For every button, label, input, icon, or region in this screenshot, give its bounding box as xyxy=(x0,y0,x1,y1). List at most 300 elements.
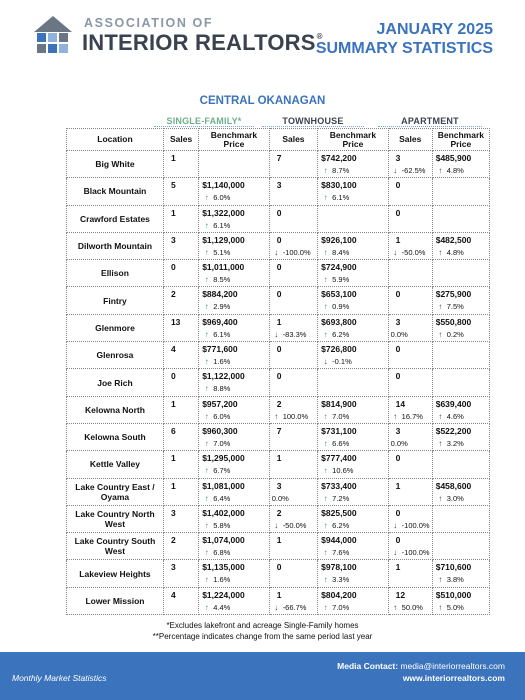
arrow-up-icon: ↑ xyxy=(438,411,443,421)
single-family-sales: 2 xyxy=(170,289,176,300)
apartment-sales-cell xyxy=(388,314,432,341)
percent-change xyxy=(321,193,385,203)
single-family-benchmark-price: $960,300 xyxy=(202,425,238,436)
arrow-up-icon: ↑ xyxy=(438,247,443,257)
percent-change xyxy=(436,494,486,504)
apartment-benchmark-price: $710,600 xyxy=(435,562,472,573)
townhouse-sales: 1 xyxy=(276,535,282,546)
townhouse-sales-cell xyxy=(269,342,317,369)
arrow-up-icon: ↑ xyxy=(323,575,328,585)
townhouse-sales-cell xyxy=(269,369,317,396)
percent-change-value: 0.2% xyxy=(446,329,464,339)
table-row xyxy=(67,533,490,560)
townhouse-sales: 0 xyxy=(276,289,282,300)
apartment-benchmark-price xyxy=(436,344,486,355)
single-family-benchmark-price: $1,322,000 xyxy=(202,207,245,218)
location-name: Fintry xyxy=(67,287,164,314)
apartment-sales-cell xyxy=(388,560,432,587)
percent-change-value: 5.9% xyxy=(332,275,350,285)
townhouse-benchmark-price-cell xyxy=(318,369,389,396)
single-family-benchmark-price-cell xyxy=(199,232,270,259)
single-family-sales-cell xyxy=(163,451,198,478)
townhouse-benchmark-price: $724,900 xyxy=(321,262,357,273)
apartment-benchmark-price xyxy=(436,180,486,191)
percent-change xyxy=(436,302,486,312)
apartment-sales: 0 xyxy=(395,371,401,382)
townhouse-sales: 7 xyxy=(276,425,282,436)
townhouse-benchmark-price: $830,100 xyxy=(321,180,357,191)
percent-change-value: 8.7% xyxy=(332,166,350,175)
townhouse-sales: 1 xyxy=(276,453,282,464)
percent-change xyxy=(202,248,266,258)
arrow-up-icon: ↑ xyxy=(323,275,328,285)
single-family-benchmark-price-cell xyxy=(199,505,270,532)
townhouse-sales: 0 xyxy=(276,562,282,573)
arrow-up-icon: ↑ xyxy=(323,438,328,448)
townhouse-benchmark-price-cell xyxy=(318,342,389,369)
arrow-up-icon: ↑ xyxy=(438,493,443,503)
apartment-benchmark-price-cell xyxy=(432,151,489,178)
single-family-benchmark-price-cell xyxy=(199,369,270,396)
table-row xyxy=(67,560,490,587)
townhouse-sales: 0 xyxy=(276,344,282,355)
townhouse-sales-cell xyxy=(269,205,317,232)
townhouse-benchmark-price-cell xyxy=(318,505,389,532)
single-family-sales: 5 xyxy=(170,180,176,191)
arrow-up-icon: ↑ xyxy=(438,575,443,585)
percent-change xyxy=(272,494,314,504)
single-family-benchmark-price: $1,011,000 xyxy=(202,262,245,273)
column-header-benchmark-price: Benchmark Price xyxy=(318,129,389,151)
apartment-sales: 0 xyxy=(395,180,401,191)
apartment-benchmark-price-cell xyxy=(432,369,489,396)
single-family-sales-cell xyxy=(163,505,198,532)
single-family-benchmark-price-cell xyxy=(199,451,270,478)
column-header-sales: Sales xyxy=(269,129,317,151)
arrow-up-icon: ↑ xyxy=(204,357,209,367)
arrow-down-icon: ↓ xyxy=(323,357,328,367)
single-family-sales-cell xyxy=(163,151,198,178)
single-family-benchmark-price xyxy=(202,153,266,164)
apartment-sales: 14 xyxy=(395,398,406,409)
townhouse-sales-cell xyxy=(269,478,317,505)
townhouse-sales-cell xyxy=(269,178,317,205)
column-header-benchmark-price: Benchmark Price xyxy=(199,129,270,151)
townhouse-benchmark-price xyxy=(321,371,385,382)
table-row xyxy=(67,478,490,505)
percent-change xyxy=(202,221,266,231)
location-name: Joe Rich xyxy=(67,369,164,396)
percent-change-value: 3.8% xyxy=(446,575,464,585)
table-row xyxy=(67,342,490,369)
percent-change xyxy=(436,575,486,585)
percent-change-value: 0.0% xyxy=(390,438,408,448)
apartment-sales-cell xyxy=(388,151,432,178)
percent-change-value: 16.7% xyxy=(401,411,423,421)
single-family-benchmark-price-cell xyxy=(199,151,270,178)
townhouse-benchmark-price-cell xyxy=(318,451,389,478)
arrow-up-icon: ↑ xyxy=(274,411,279,421)
percent-change xyxy=(272,603,314,613)
percent-change xyxy=(321,494,385,504)
percent-change-value: 6.7% xyxy=(213,466,231,476)
percent-change xyxy=(391,248,429,258)
summary-stats-table xyxy=(66,128,490,615)
arrow-down-icon: ↓ xyxy=(393,548,398,558)
townhouse-benchmark-price: $731,100 xyxy=(321,425,357,436)
apartment-benchmark-price-cell xyxy=(432,314,489,341)
percent-change xyxy=(202,603,266,613)
apartment-benchmark-price-cell xyxy=(432,205,489,232)
percent-change-value: 6.1% xyxy=(332,193,350,203)
media-email-link[interactable]: media@interiorrealtors.com xyxy=(400,661,505,671)
location-name: Black Mountain xyxy=(67,178,164,205)
single-family-sales-cell xyxy=(163,260,198,287)
arrow-up-icon: ↑ xyxy=(204,602,209,612)
arrow-up-icon: ↑ xyxy=(323,493,328,503)
apartment-sales-cell xyxy=(388,478,432,505)
apartment-benchmark-price xyxy=(436,262,486,273)
table-row xyxy=(67,260,490,287)
townhouse-sales-cell xyxy=(269,396,317,423)
single-family-sales: 1 xyxy=(170,480,176,491)
townhouse-benchmark-price-cell xyxy=(318,478,389,505)
apartment-sales-cell xyxy=(388,587,432,614)
table-row xyxy=(67,587,490,614)
single-family-sales-cell xyxy=(163,369,198,396)
arrow-up-icon: ↑ xyxy=(323,302,328,312)
townhouse-benchmark-price: $733,400 xyxy=(321,480,357,491)
apartment-benchmark-price xyxy=(436,535,486,546)
percent-change-value: -66.7% xyxy=(282,602,307,612)
apartment-sales: 1 xyxy=(395,562,401,573)
townhouse-benchmark-price-cell xyxy=(318,151,389,178)
percent-change xyxy=(202,548,266,558)
single-family-sales: 3 xyxy=(170,562,176,573)
percent-change-value: 4.6% xyxy=(446,411,464,421)
arrow-up-icon: ↑ xyxy=(204,438,209,448)
table-row xyxy=(67,369,490,396)
single-family-sales-cell xyxy=(163,342,198,369)
percent-change-value: 100.0% xyxy=(282,411,309,421)
apartment-sales: 1 xyxy=(395,234,401,245)
percent-change-value: 7.5% xyxy=(446,302,464,312)
townhouse-benchmark-price: $742,200 xyxy=(321,153,357,163)
percent-change-value: 3.3% xyxy=(332,575,350,585)
arrow-down-icon: ↓ xyxy=(274,602,279,612)
apartment-sales-cell xyxy=(388,423,432,450)
percent-change xyxy=(436,603,486,613)
apartment-sales-cell xyxy=(388,505,432,532)
arrow-down-icon: ↓ xyxy=(393,247,398,257)
percent-change xyxy=(321,466,385,476)
percent-change-value: -100.0% xyxy=(282,247,311,257)
percent-change xyxy=(202,575,266,585)
single-family-benchmark-price: $1,224,000 xyxy=(202,589,245,600)
percent-change xyxy=(202,302,266,312)
arrow-up-icon: ↑ xyxy=(323,193,328,203)
percent-change xyxy=(202,412,266,422)
percent-change xyxy=(321,412,385,422)
percent-change xyxy=(202,357,266,367)
percent-change-value: -100.0% xyxy=(401,548,430,558)
apartment-sales-cell xyxy=(388,369,432,396)
location-name: Lake Country South West xyxy=(67,533,164,560)
percent-change-value: 0.9% xyxy=(332,302,350,312)
apartment-benchmark-price-cell xyxy=(432,505,489,532)
column-header-sales: Sales xyxy=(388,129,432,151)
apartment-benchmark-price-cell xyxy=(432,287,489,314)
percent-change-value: -83.3% xyxy=(282,329,307,339)
arrow-up-icon: ↑ xyxy=(204,384,209,394)
percent-change xyxy=(202,494,266,504)
apartment-benchmark-price: $458,600 xyxy=(435,480,472,491)
arrow-up-icon: ↑ xyxy=(204,220,209,230)
arrow-up-icon: ↑ xyxy=(323,166,328,175)
arrow-up-icon: ↑ xyxy=(393,411,398,421)
single-family-sales: 2 xyxy=(170,535,176,546)
single-family-benchmark-price: $1,135,000 xyxy=(202,562,245,573)
arrow-up-icon: ↑ xyxy=(438,302,443,312)
percent-change-value: 8.8% xyxy=(213,384,231,394)
percent-change xyxy=(202,193,266,203)
townhouse-sales-cell xyxy=(269,260,317,287)
percent-change-value: 10.6% xyxy=(332,466,354,476)
townhouse-sales: 0 xyxy=(276,371,282,382)
apartment-benchmark-price: $639,400 xyxy=(435,398,472,409)
arrow-down-icon: ↓ xyxy=(274,520,279,530)
townhouse-sales-cell xyxy=(269,314,317,341)
arrow-up-icon: ↑ xyxy=(204,329,209,339)
table-row xyxy=(67,423,490,450)
apartment-benchmark-price-cell xyxy=(432,533,489,560)
apartment-sales: 12 xyxy=(395,589,406,600)
percent-change-value: 4.8% xyxy=(446,166,464,175)
percent-change-value: 6.0% xyxy=(213,193,231,203)
location-name: Lower Mission xyxy=(67,587,164,614)
apartment-sales-cell xyxy=(388,178,432,205)
association-logo xyxy=(32,14,332,54)
single-family-benchmark-price: $771,600 xyxy=(202,344,238,355)
apartment-benchmark-price-cell xyxy=(432,478,489,505)
townhouse-benchmark-price: $926,100 xyxy=(321,234,357,245)
townhouse-sales: 2 xyxy=(276,398,282,409)
apartment-sales-cell xyxy=(388,260,432,287)
townhouse-benchmark-price-cell xyxy=(318,423,389,450)
apartment-benchmark-price-cell xyxy=(432,587,489,614)
townhouse-sales: 2 xyxy=(276,507,282,518)
single-family-benchmark-price: $1,129,000 xyxy=(202,234,245,245)
arrow-down-icon: ↓ xyxy=(393,520,398,530)
townhouse-sales: 0 xyxy=(276,207,282,218)
apartment-sales: 0 xyxy=(395,535,401,546)
percent-change xyxy=(436,166,486,176)
location-name: Lake Country North West xyxy=(67,505,164,532)
arrow-up-icon: ↑ xyxy=(323,247,328,257)
percent-change-value: 5.0% xyxy=(446,602,464,612)
townhouse-sales: 0 xyxy=(276,234,282,245)
townhouse-benchmark-price: $978,100 xyxy=(321,562,357,573)
townhouse-sales-cell xyxy=(269,287,317,314)
percent-change xyxy=(436,330,486,340)
column-header-location: Location xyxy=(67,129,164,151)
townhouse-benchmark-price-cell xyxy=(318,260,389,287)
single-family-sales: 0 xyxy=(170,262,176,273)
single-family-benchmark-price-cell xyxy=(199,260,270,287)
location-name: Dilworth Mountain xyxy=(67,232,164,259)
apartment-sales-cell xyxy=(388,232,432,259)
single-family-benchmark-price-cell xyxy=(199,560,270,587)
percent-change xyxy=(202,466,266,476)
arrow-up-icon: ↑ xyxy=(323,548,328,558)
percent-change-value: 6.2% xyxy=(332,520,350,530)
single-family-sales: 1 xyxy=(170,153,176,163)
arrow-up-icon: ↑ xyxy=(323,329,328,339)
arrow-up-icon: ↑ xyxy=(323,411,328,421)
table-row xyxy=(67,151,490,178)
apartment-benchmark-price-cell xyxy=(432,451,489,478)
single-family-sales-cell xyxy=(163,478,198,505)
group-divider xyxy=(262,126,364,127)
arrow-up-icon: ↑ xyxy=(204,548,209,558)
apartment-sales: 0 xyxy=(395,207,401,218)
single-family-benchmark-price: $1,295,000 xyxy=(202,453,245,464)
registered-mark: ® xyxy=(316,32,323,41)
percent-change-value: 8.4% xyxy=(332,247,350,257)
townhouse-benchmark-price-cell xyxy=(318,232,389,259)
table-row xyxy=(67,205,490,232)
footer-series-label: Monthly Market Statistics xyxy=(12,673,107,683)
location-name: Lakeview Heights xyxy=(67,560,164,587)
percent-change-value: -62.5% xyxy=(401,166,426,175)
percent-change-value: 7.6% xyxy=(332,548,350,558)
percent-change-value: 5.8% xyxy=(213,520,231,530)
footer-contact xyxy=(337,660,505,684)
arrow-up-icon: ↑ xyxy=(438,329,443,339)
percent-change-value: 5.1% xyxy=(213,247,231,257)
single-family-sales-cell xyxy=(163,587,198,614)
percent-change xyxy=(391,412,429,422)
footnote-exclusions: *Excludes lakefront and acreage Single-Family homes xyxy=(166,621,359,630)
arrow-up-icon: ↑ xyxy=(438,438,443,448)
percent-change xyxy=(321,330,385,340)
percent-change-value: 0.0% xyxy=(390,329,408,339)
single-family-benchmark-price-cell xyxy=(199,178,270,205)
apartment-benchmark-price xyxy=(436,208,486,219)
group-label-townhouse: TOWNHOUSE xyxy=(282,116,344,126)
single-family-benchmark-price-cell xyxy=(199,205,270,232)
table-row xyxy=(67,451,490,478)
page-footer xyxy=(0,652,525,700)
arrow-up-icon: ↑ xyxy=(438,602,443,612)
percent-change-value: 6.1% xyxy=(213,329,231,339)
townhouse-benchmark-price-cell xyxy=(318,587,389,614)
arrow-up-icon: ↑ xyxy=(204,493,209,503)
apartment-sales: 0 xyxy=(395,507,401,518)
townhouse-sales: 3 xyxy=(276,180,282,191)
apartment-benchmark-price-cell xyxy=(432,342,489,369)
percent-change-value: 7.0% xyxy=(213,438,231,448)
table-header-row xyxy=(67,129,490,151)
group-label-single-family: SINGLE-FAMILY* xyxy=(166,116,242,126)
townhouse-sales: 3 xyxy=(276,480,282,491)
report-subtitle: SUMMARY STATISTICS xyxy=(315,40,493,57)
location-name: Big White xyxy=(67,151,164,178)
percent-change xyxy=(272,330,314,340)
townhouse-sales-cell xyxy=(269,151,317,178)
percent-change-value: -0.1% xyxy=(332,357,352,367)
single-family-sales-cell xyxy=(163,205,198,232)
single-family-sales: 1 xyxy=(170,398,176,409)
apartment-sales-cell xyxy=(388,533,432,560)
report-month: JANUARY 2025 xyxy=(376,21,493,38)
arrow-down-icon: ↓ xyxy=(274,329,279,339)
single-family-sales: 4 xyxy=(170,589,176,600)
single-family-benchmark-price: $1,122,000 xyxy=(202,371,245,382)
percent-change xyxy=(321,166,385,176)
footnotes xyxy=(0,621,525,642)
percent-change xyxy=(202,330,266,340)
percent-change-value: 4.4% xyxy=(213,602,231,612)
townhouse-sales-cell xyxy=(269,423,317,450)
apartment-sales: 0 xyxy=(395,453,401,464)
single-family-sales: 3 xyxy=(170,507,176,518)
arrow-down-icon: ↓ xyxy=(274,247,279,257)
percent-change-value: 2.9% xyxy=(213,302,231,312)
apartment-benchmark-price: $522,200 xyxy=(435,425,472,436)
arrow-up-icon: ↑ xyxy=(204,247,209,257)
percent-change xyxy=(321,439,385,449)
townhouse-sales: 7 xyxy=(276,153,282,163)
location-name: Crawford Estates xyxy=(67,205,164,232)
apartment-sales-cell xyxy=(388,287,432,314)
website-link[interactable]: www.interiorrealtors.com xyxy=(402,673,505,683)
apartment-sales-cell xyxy=(388,342,432,369)
apartment-benchmark-price-cell xyxy=(432,178,489,205)
single-family-sales-cell xyxy=(163,396,198,423)
apartment-sales: 0 xyxy=(395,344,401,355)
apartment-benchmark-price xyxy=(436,371,486,382)
location-name: Glenrosa xyxy=(67,342,164,369)
percent-change-value: 1.6% xyxy=(213,357,231,367)
table-row xyxy=(67,232,490,259)
apartment-benchmark-price-cell xyxy=(432,423,489,450)
percent-change-value: 8.5% xyxy=(213,275,231,285)
apartment-benchmark-price: $482,500 xyxy=(435,234,472,245)
percent-change-value: 6.4% xyxy=(213,493,231,503)
percent-change xyxy=(321,302,385,312)
percent-change xyxy=(321,275,385,285)
apartment-benchmark-price-cell xyxy=(432,396,489,423)
apartment-benchmark-price-cell xyxy=(432,260,489,287)
townhouse-sales-cell xyxy=(269,587,317,614)
townhouse-sales: 0 xyxy=(276,262,282,273)
single-family-sales-cell xyxy=(163,533,198,560)
percent-change-value: 50.0% xyxy=(401,602,423,612)
townhouse-benchmark-price: $726,800 xyxy=(321,344,357,355)
arrow-up-icon: ↑ xyxy=(323,466,328,476)
table-row xyxy=(67,178,490,205)
apartment-benchmark-price xyxy=(436,453,486,464)
townhouse-sales-cell xyxy=(269,505,317,532)
townhouse-benchmark-price-cell xyxy=(318,396,389,423)
single-family-benchmark-price-cell xyxy=(199,287,270,314)
column-header-benchmark-price: Benchmark Price xyxy=(432,129,489,151)
single-family-benchmark-price-cell xyxy=(199,587,270,614)
location-name: Glenmore xyxy=(67,314,164,341)
logo-subtitle: ASSOCIATION OF xyxy=(84,16,214,30)
report-title xyxy=(316,20,493,58)
